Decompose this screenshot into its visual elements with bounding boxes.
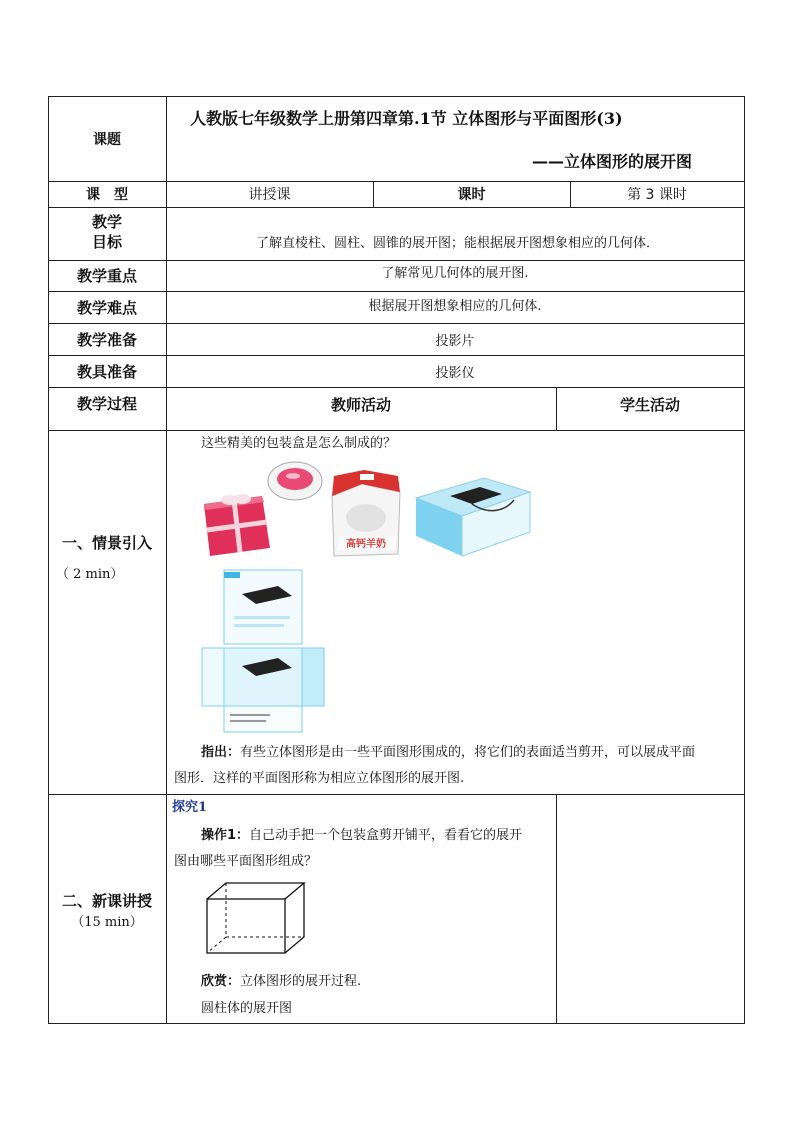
round-box-bow-icon xyxy=(286,473,300,479)
label-topic: 课题 xyxy=(93,131,121,148)
cuboid-right-edges xyxy=(285,883,304,953)
section2-title: 二、新课讲授 xyxy=(61,892,152,910)
label-lesson-type: 课 型 xyxy=(86,187,128,203)
label-period: 课时 xyxy=(457,187,486,203)
label-process: 教学过程 xyxy=(76,394,137,413)
section1-question: 这些精美的包装盒是怎么制成的？ xyxy=(201,436,397,451)
equipment-text: 投影仪 xyxy=(435,365,475,381)
net-text-line xyxy=(234,616,290,619)
section1-time: （ 2 min） xyxy=(56,567,124,582)
gift-bow-icon xyxy=(233,494,251,504)
milk-goat-icon xyxy=(346,504,386,532)
cuboid-diagram xyxy=(204,880,308,956)
section2-time: （15 min） xyxy=(71,915,143,930)
label-goals-line1: 教学 xyxy=(91,213,122,231)
milk-carton-image xyxy=(320,466,410,560)
table-rule xyxy=(48,1023,745,1024)
table-rule xyxy=(48,794,745,795)
operation-text xyxy=(201,823,522,849)
section1-note xyxy=(201,740,695,766)
table-rule xyxy=(556,794,557,1023)
table-rule xyxy=(744,96,745,1023)
round-box-lid xyxy=(277,468,313,490)
table-rule xyxy=(48,207,745,208)
note-line1: 有些立体图形是由一些平面图形围成的，将它们的表面适当剪开，可以展成平面 xyxy=(240,745,696,760)
cuboid-front-face xyxy=(207,899,285,953)
key-points-text: 了解常见几何体的展开图. xyxy=(381,265,529,281)
net-text-line xyxy=(230,720,266,722)
label-difficulties: 教学难点 xyxy=(76,298,137,317)
value-period: 第 3 课时 xyxy=(627,187,687,203)
label-goals xyxy=(48,212,166,252)
goals-text: 了解直棱柱、圆柱、圆锥的展开图；能根据展开图想象相应的几何体． xyxy=(256,236,660,251)
section1-title: 一、情景引入 xyxy=(61,534,152,552)
gift-box-image xyxy=(198,490,276,562)
net-text-line xyxy=(234,624,284,627)
cuboid-hidden-edge xyxy=(207,937,226,953)
preparation-text: 投影片 xyxy=(435,333,475,349)
net-top-face xyxy=(224,570,302,644)
round-box-image xyxy=(266,459,324,503)
net-bottom-face xyxy=(224,706,302,732)
table-rule xyxy=(166,96,167,1023)
net-front-face xyxy=(224,648,302,706)
label-equipment: 教具准备 xyxy=(76,362,137,381)
net-text-line xyxy=(230,714,270,716)
net-left-face xyxy=(202,648,224,706)
label-key-points: 教学重点 xyxy=(76,267,137,285)
value-lesson-type: 讲授课 xyxy=(248,187,291,203)
lesson-title: 人教版七年级数学上册第四章第.1节 立体图形与平面图形(3) xyxy=(190,109,623,128)
operation-line1: 自己动手把一个包装盒剪开铺平，看看它的展开 xyxy=(249,828,523,843)
header-teacher-activity: 教师活动 xyxy=(330,395,391,414)
box-net-image xyxy=(196,568,330,734)
milk-brand-label: 高钙羊奶 xyxy=(346,539,386,550)
note-label: 指出： xyxy=(201,745,241,760)
cuboid-top-edges xyxy=(207,883,304,899)
label-preparation: 教学准备 xyxy=(76,330,137,349)
difficulties-text: 根据展开图想象相应的几何体. xyxy=(368,298,542,314)
enjoy-text xyxy=(201,970,361,989)
operation-line2: 图由哪些平面图形组成？ xyxy=(174,854,318,869)
header-student-activity: 学生活动 xyxy=(619,395,680,414)
enjoy-label: 欣赏： xyxy=(201,974,241,989)
table-rule xyxy=(48,430,745,431)
explore-heading: 探究1 xyxy=(172,800,208,815)
cylinder-net-text: 圆柱体的展开图 xyxy=(201,1001,293,1016)
milk-logo-icon xyxy=(360,474,374,480)
note-line2: 图形．这样的平面图形称为相应立体图形的展开图. xyxy=(174,771,465,786)
cuboid-hidden-edges xyxy=(226,883,304,937)
label-goals-line2: 目标 xyxy=(91,233,122,251)
lesson-subtitle: ——立体图形的展开图 xyxy=(532,152,693,171)
net-logo-icon xyxy=(224,572,240,578)
electronics-box-image xyxy=(410,470,534,560)
net-right-face xyxy=(302,648,324,706)
enjoy-content: 立体图形的展开过程. xyxy=(240,974,362,989)
operation-label: 操作1： xyxy=(201,828,250,843)
